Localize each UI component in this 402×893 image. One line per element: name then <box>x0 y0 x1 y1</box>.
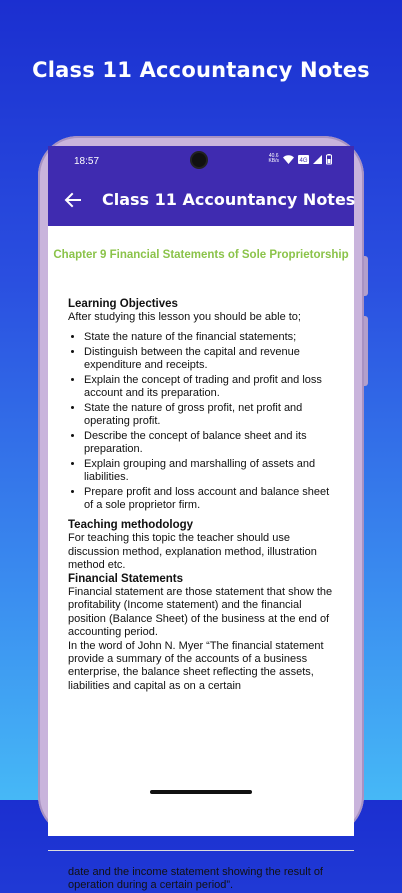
svg-text:4G: 4G <box>299 157 308 164</box>
learning-objectives-intro: After studying this lesson you should be able to; <box>68 311 301 324</box>
status-icons <box>268 154 332 164</box>
status-time: 18:57 <box>74 156 100 167</box>
list-item: • State the nature of the financial statements; <box>84 331 340 344</box>
learning-objectives-heading: Learning Objectives <box>68 298 178 310</box>
list-item: • Distinguish between the capital and revenue expenditure and receipts. <box>84 346 340 373</box>
teaching-text: For teaching this topic the teacher should use discussion method, explanation method, illustration method etc. <box>68 532 317 572</box>
phone-frame <box>38 136 364 892</box>
home-indicator[interactable] <box>150 790 252 794</box>
status-bar <box>48 146 354 176</box>
app-bar <box>48 176 354 226</box>
financial-heading: Financial Statements <box>68 572 184 585</box>
power-button <box>364 316 368 386</box>
wifi-icon <box>283 155 294 164</box>
list-item: • Explain grouping and marshalling of assets and liabilities. <box>84 458 340 485</box>
list-item: • State the nature of gross profit, net profit and operating profit. <box>84 402 340 429</box>
list-item: • Describe the concept of balance sheet and its preparation. <box>84 430 340 457</box>
objectives-list <box>68 331 340 513</box>
cell-signal-icon <box>313 155 322 164</box>
volume-button <box>364 256 368 296</box>
list-item: • Explain the concept of trading and profit and loss account and its preparation. <box>84 374 340 401</box>
notes-body <box>68 298 340 693</box>
battery-icon <box>326 154 332 164</box>
network-speed-icon: 40.6 KB/s <box>268 153 279 164</box>
promo-title: Class 11 Accountancy Notes <box>32 58 370 82</box>
chapter-title: Chapter 9 Financial Statements of Sole Proprietorship <box>53 249 349 261</box>
front-camera <box>192 153 206 167</box>
arrow-left-icon[interactable] <box>62 189 84 211</box>
app-bar-title: Class 11 Accountancy Notes <box>102 190 356 209</box>
signal-4g-icon <box>298 155 309 164</box>
continued-text: date and the income statement showing the result of operation during a certain period”. <box>68 866 323 892</box>
notes-content[interactable] <box>48 226 354 892</box>
teaching-heading: Teaching methodology <box>68 518 194 531</box>
page-divider <box>48 850 354 851</box>
financial-para-2: In the word of John N. Myer “The financial statement provide a summary of the accounts of a business enterprise, the balance sheet reflecting the assets, liabilities and capital as on a certain <box>68 639 324 692</box>
phone-screen <box>48 146 356 892</box>
financial-para-1: Financial statement are those statement that show the profitability (Income statement) and the financial position (Balance Sheet) of the business at the end of accounting period. <box>68 585 333 639</box>
list-item: • Prepare profit and loss account and balance sheet of a sole proprietor firm. <box>84 486 340 513</box>
